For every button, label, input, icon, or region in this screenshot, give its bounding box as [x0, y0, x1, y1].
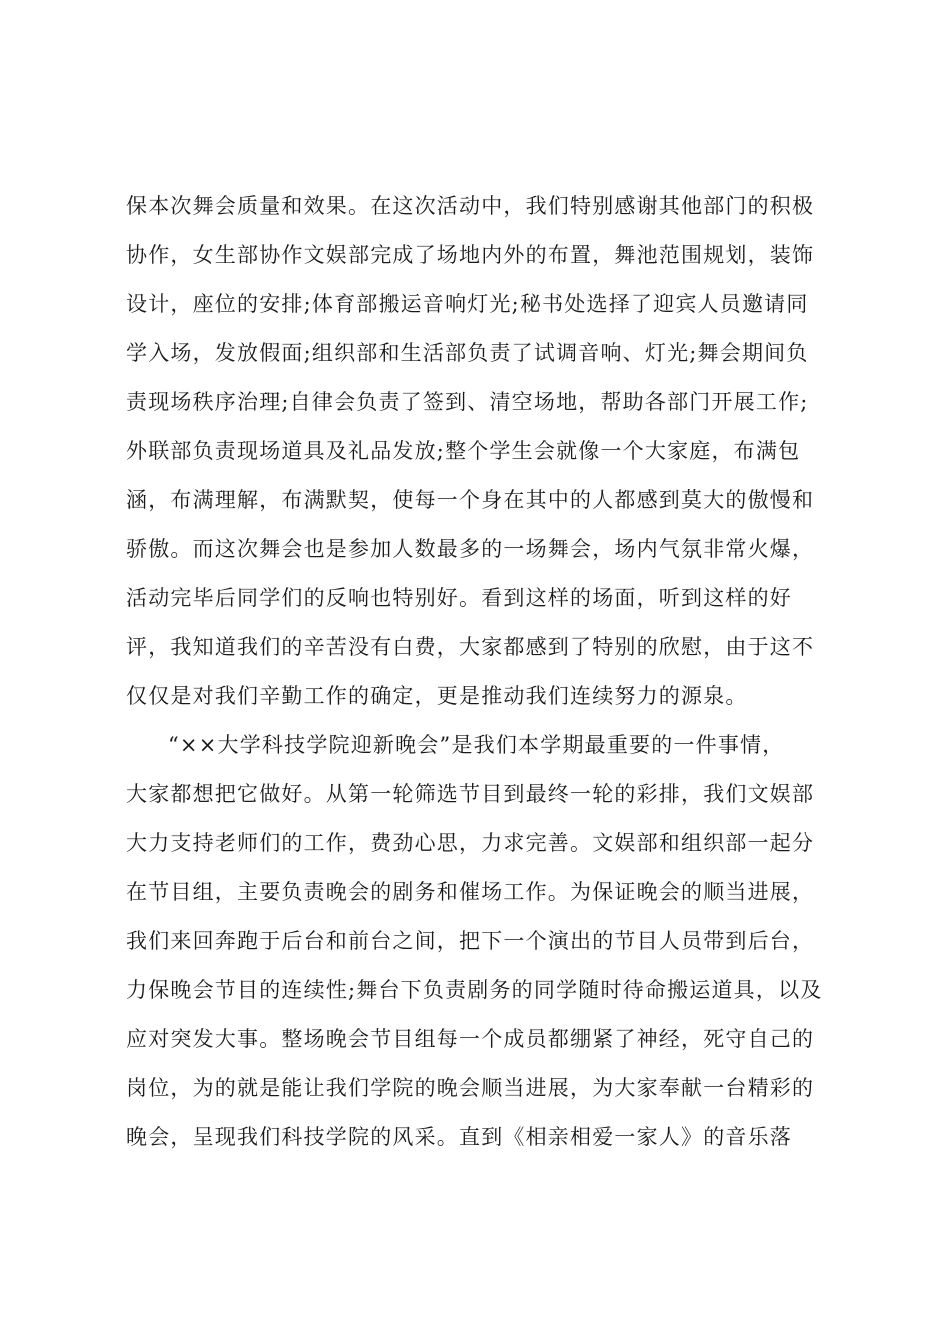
text-line-4: 学入场，发放假面;组织部和生活部负责了试调音响、灯光;舞会期间负 — [126, 341, 809, 365]
text-line-2: 协作，女生部协作文娱部完成了场地内外的布置，舞池范围规划，装饰 — [126, 243, 815, 267]
text-line-7: 涵，布满理解，布满默契，使每一个身在其中的人都感到莫大的傲慢和 — [126, 488, 815, 512]
text-line-13: 大家都想把它做好。从第一轮筛选节目到最终一轮的彩排，我们文娱部 — [126, 782, 815, 806]
text-line-18: 应对突发大事。整场晚会节目组每一个成员都绷紧了神经，死守自己的 — [126, 1027, 815, 1051]
text-line-11: 仅仅是对我们辛勤工作的确定，更是推动我们连续努力的源泉。 — [126, 684, 748, 708]
text-line-19: 岗位，为的就是能让我们学院的晚会顺当进展，为大家奉献一台精彩的 — [126, 1076, 815, 1100]
text-line-1: 保本次舞会质量和效果。在这次活动中，我们特别感谢其他部门的积极 — [126, 194, 815, 218]
text-line-3: 设计，座位的安排;体育部搬运音响灯光;秘书处选择了迎宾人员邀请同 — [126, 292, 809, 316]
text-line-8: 骄傲。而这次舞会也是参加人数最多的一场舞会，场内气氛非常火爆， — [126, 537, 815, 561]
text-line-6: 外联部负责现场道具及礼品发放;整个学生会就像一个大家庭，布满包 — [126, 439, 801, 463]
text-line-17: 力保晚会节目的连续性;舞台下负责剧务的同学随时待命搬运道具，以及 — [126, 978, 823, 1002]
text-line-15: 在节目组，主要负责晚会的剧务和催场工作。为保证晚会的顺当进展， — [126, 880, 815, 904]
text-line-20: 晚会，呈现我们科技学院的风采。直到《相亲相爱一家人》的音乐落 — [126, 1125, 792, 1149]
text-line-5: 责现场秩序治理;自律会负责了签到、清空场地，帮助各部门开展工作; — [126, 390, 809, 414]
text-line-16: 我们来回奔跑于后台和前台之间，把下一个演出的节目人员带到后台， — [126, 929, 815, 953]
text-line-10: 评，我知道我们的辛苦没有白费，大家都感到了特别的欣慰，由于这不 — [126, 635, 815, 659]
text-line-9: 活动完毕后同学们的反响也特别好。看到这样的场面，听到这样的好 — [126, 586, 792, 610]
paragraph-start-line: “××大学科技学院迎新晚会”是我们本学期最重要的一件事情， — [168, 733, 785, 757]
text-line-14: 大力支持老师们的工作，费劲心思，力求完善。文娱部和组织部一起分 — [126, 831, 815, 855]
